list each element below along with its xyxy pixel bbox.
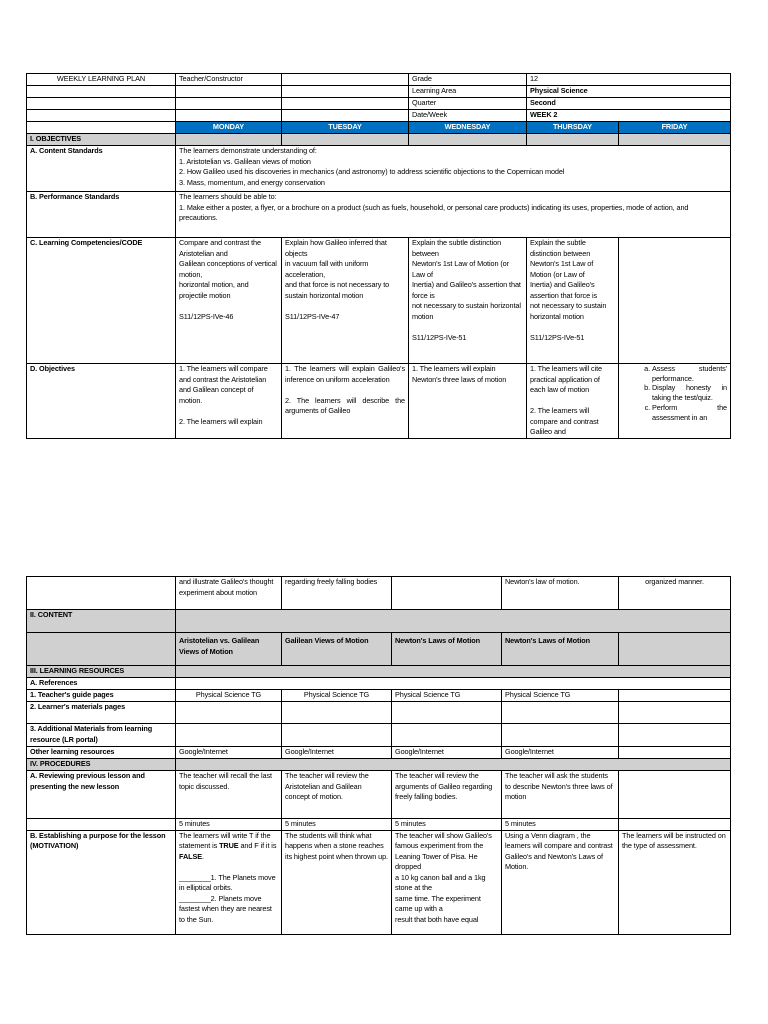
reviewing-wednesday: The teacher will review the arguments of Galileo regarding freely falling bodies.: [392, 771, 502, 819]
friday-objective-item: b. Display honesty in taking the test/quiz.: [652, 383, 727, 402]
other-resources-label: Other learning resources: [27, 747, 176, 759]
day-header-friday: FRIDAY: [619, 122, 731, 134]
true-keyword: TRUE: [219, 841, 239, 850]
day-header-wednesday: WEDNESDAY: [409, 122, 527, 134]
reviewing-friday: [619, 771, 731, 819]
minutes-monday: 5 minutes: [176, 819, 282, 831]
minutes-thursday: 5 minutes: [502, 819, 619, 831]
competency-monday: Compare and contrast the Aristotelian and Galilean conceptions of vertical motion, horizontal motion, and projectile motion S11/12PS-IVe-46: [176, 238, 282, 364]
objective-wednesday: 1. The learners will explain Newton's three laws of motion: [409, 364, 527, 439]
objective-friday: [619, 364, 731, 439]
plan-title: WEEKLY LEARNING PLAN: [27, 74, 176, 86]
reviewing-label: A. Reviewing previous lesson and presenting the new lesson: [27, 771, 176, 819]
objectives-label: D. Objectives: [27, 364, 176, 439]
content-tuesday: Galilean Views of Motion: [282, 633, 392, 666]
continued-tuesday: regarding freely falling bodies: [282, 577, 392, 610]
additional-materials-label: 3. Additional Materials from learning resource (LR portal): [27, 724, 176, 747]
content-thursday: Newton's Laws of Motion: [502, 633, 619, 666]
content-wednesday: Newton's Laws of Motion: [392, 633, 502, 666]
purpose-label: B. Establishing a purpose for the lesson (MOTIVATION): [27, 830, 176, 934]
reviewing-tuesday: The teacher will review the Aristotelian and Galilean concept of motion.: [282, 771, 392, 819]
section-procedures: IV. PROCEDURES: [27, 759, 176, 771]
competency-thursday: Explain the subtle distinction between Newton's 1st Law of Motion (or Law of Inertia) and Galileo's assertion that force is not necessary to sustain horizontal motion S11/12PS-IVe-51: [527, 238, 619, 364]
quarter-label: Quarter: [409, 98, 527, 110]
continued-thursday: Newton's law of motion.: [502, 577, 619, 610]
other-resources-thursday: Google/Internet: [502, 747, 619, 759]
grade-label: Grade: [409, 74, 527, 86]
quarter-value: Second: [527, 98, 731, 110]
content-friday: [619, 633, 731, 666]
day-header-thursday: THURSDAY: [527, 122, 619, 134]
reviewing-monday: The teacher will recall the last topic discussed.: [176, 771, 282, 819]
other-resources-monday: Google/Internet: [176, 747, 282, 759]
learning-area-label: Learning Area: [409, 86, 527, 98]
continued-wednesday: [392, 577, 502, 610]
weekly-plan-table-page1: [26, 73, 731, 439]
performance-standards-label: B. Performance Standards: [27, 192, 176, 238]
purpose-monday-mid: and F if it is: [238, 841, 277, 850]
section-learning-resources: III. LEARNING RESOURCES: [27, 666, 176, 678]
other-resources-wednesday: Google/Internet: [392, 747, 502, 759]
continued-friday: organized manner.: [619, 577, 731, 610]
friday-objective-item: c. Perform the assessment in an: [652, 403, 727, 422]
purpose-thursday: Using a Venn diagram , the learners will compare and contrast Galileo's and Newton's Laws of Motion.: [502, 830, 619, 934]
day-header-tuesday: TUESDAY: [282, 122, 409, 134]
content-standards-label: A. Content Standards: [27, 146, 176, 192]
date-week-value: WEEK 2: [527, 110, 731, 122]
grade-value: 12: [527, 74, 731, 86]
teachers-guide-tuesday: Physical Science TG: [282, 690, 392, 702]
reviewing-thursday: The teacher will ask the students to describe Newton's three laws of motion: [502, 771, 619, 819]
day-header-monday: MONDAY: [176, 122, 282, 134]
purpose-monday-intro: The learners will write T if the statement is: [179, 830, 271, 850]
content-standards-text: The learners demonstrate understanding of: 1. Aristotelian vs. Galilean views of motion 2. How Galileo used his discoveries in mechanics (and astronomy) to address scientific objections to the Copernican model 3. Mass, momentum, and energy conservation: [176, 146, 731, 192]
date-week-label: Date/Week: [409, 110, 527, 122]
purpose-monday: [176, 830, 282, 934]
false-keyword: FALSE: [179, 851, 203, 861]
competency-wednesday: Explain the subtle distinction between Newton's 1st Law of Motion (or Law of Inertia) and Galileo's assertion that force is not necessary to sustain horizontal motion S11/12PS-IVe-51: [409, 238, 527, 364]
teachers-guide-wednesday: Physical Science TG: [392, 690, 502, 702]
competency-tuesday: Explain how Galileo inferred that objects in vacuum fall with uniform acceleration, and that force is not necessary to sustain horizontal motion S11/12PS-IVe-47: [282, 238, 409, 364]
references-label: A. References: [27, 678, 176, 690]
competencies-label: C. Learning Competencies/CODE: [27, 238, 176, 364]
teachers-guide-friday: [619, 690, 731, 702]
teacher-label: Teacher/Constructor: [176, 74, 282, 86]
section-content: II. CONTENT: [27, 610, 176, 633]
friday-objective-item: a. Assess students' performance.: [652, 364, 727, 383]
purpose-friday: The learners will be instructed on the type of assessment.: [619, 830, 731, 934]
minutes-tuesday: 5 minutes: [282, 819, 392, 831]
other-resources-friday: [619, 747, 731, 759]
teacher-value: [282, 74, 409, 86]
teachers-guide-label: 1. Teacher's guide pages: [27, 690, 176, 702]
purpose-tuesday: The students will think what happens when a stone reaches its highest point when thrown up.: [282, 830, 392, 934]
objective-tuesday: 1. The learners will explain Galileo's inference on uniform acceleration 2. The learners will describe the arguments of Galileo: [282, 364, 409, 439]
performance-standards-text: The learners should be able to: 1. Make either a poster, a flyer, or a brochure on a product (such as fuels, household, or personal care products) indicating its uses, properties, mode of action, and precautions.: [176, 192, 731, 238]
objective-thursday: 1. The learners will cite practical application of each law of motion 2. The learners will compare and contrast Galileo and: [527, 364, 619, 439]
continued-monday: and illustrate Galileo's thought experiment about motion: [176, 577, 282, 610]
purpose-monday-items: . ________1. The Planets move in elliptical orbits. ________2. Planets move fastest when they are nearest to the Sun.: [179, 851, 276, 924]
objective-monday: 1. The learners will compare and contrast the Aristotelian and Galilean concept of motion. 2. The learners will explain: [176, 364, 282, 439]
content-monday: Aristotelian vs. Galilean Views of Motion: [176, 633, 282, 666]
minutes-friday: [619, 819, 731, 831]
friday-objective-list: [622, 364, 727, 422]
teachers-guide-monday: Physical Science TG: [176, 690, 282, 702]
minutes-wednesday: 5 minutes: [392, 819, 502, 831]
competency-friday: [619, 238, 731, 364]
other-resources-tuesday: Google/Internet: [282, 747, 392, 759]
purpose-wednesday: The teacher will show Galileo's famous experiment from the Leaning Tower of Pisa. He dropped a 10 kg canon ball and a 1kg stone at the same time. The experiment came up with a result that both have equal: [392, 830, 502, 934]
teachers-guide-thursday: Physical Science TG: [502, 690, 619, 702]
learning-area-value: Physical Science: [527, 86, 731, 98]
section-objectives: I. OBJECTIVES: [27, 134, 176, 146]
weekly-plan-table-page2: [26, 576, 731, 935]
learners-materials-label: 2. Learner's materials pages: [27, 702, 176, 724]
